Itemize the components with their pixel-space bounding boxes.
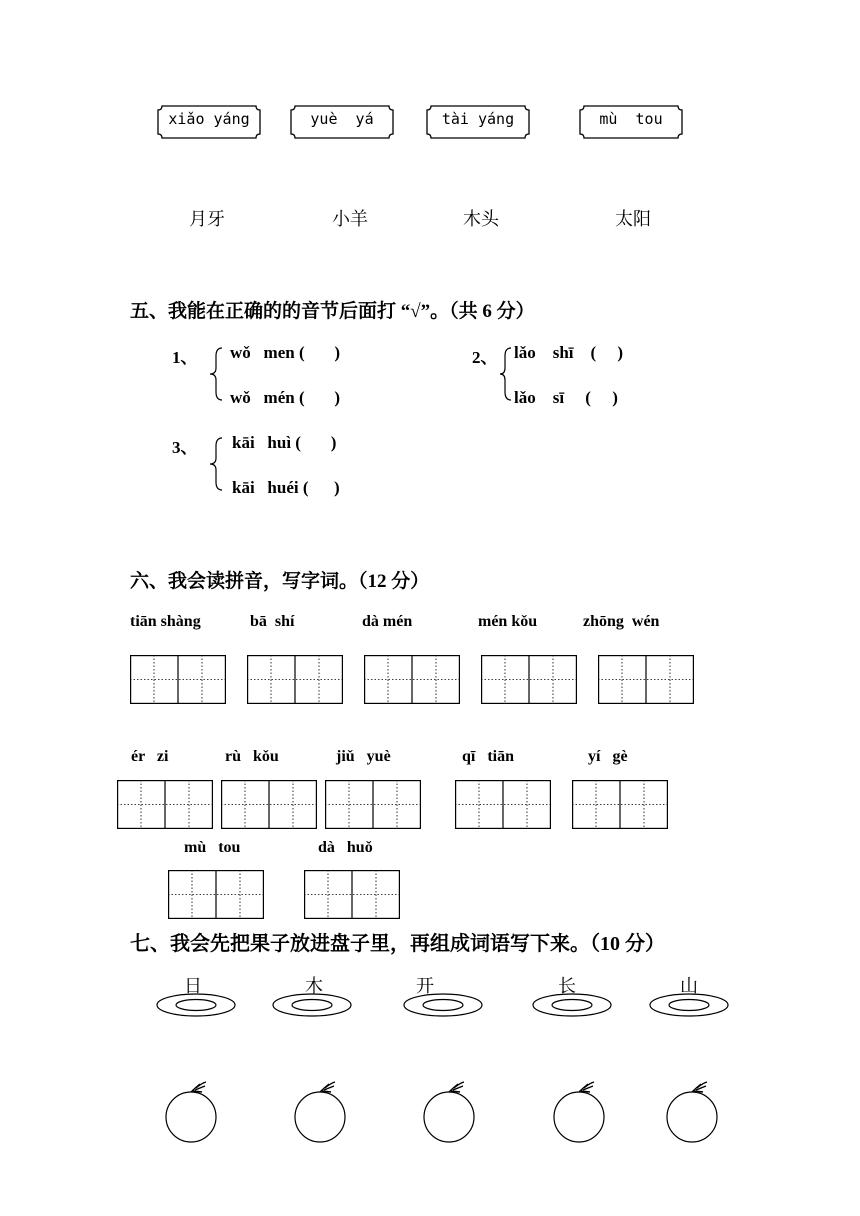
- pinyin-prompt: ér zi: [131, 748, 169, 765]
- brace-icon: [208, 346, 226, 402]
- hanzi-word: 木头: [463, 209, 499, 230]
- writing-grid[interactable]: [130, 655, 226, 703]
- plate-icon: [155, 992, 237, 1018]
- option-text: kāi huéi ( ): [232, 478, 340, 497]
- question-number: 1、: [172, 348, 198, 367]
- writing-grid[interactable]: [481, 655, 577, 703]
- fruit-icon[interactable]: [663, 1080, 723, 1144]
- hanzi-word: 小羊: [332, 209, 368, 230]
- option-text: lǎo shī ( ): [514, 343, 624, 362]
- question-number: 2、: [472, 348, 498, 367]
- pinyin-card: xiǎo yáng: [156, 104, 262, 134]
- pinyin-prompt: zhōng wén: [583, 613, 660, 630]
- plate-character: 木: [305, 976, 323, 997]
- fruit-icon[interactable]: [162, 1080, 222, 1144]
- hanzi-word: 月牙: [189, 209, 225, 230]
- writing-grid[interactable]: [168, 870, 264, 918]
- plate-icon: [271, 992, 353, 1018]
- writing-grid[interactable]: [304, 870, 400, 918]
- section5-heading: 五、我能在正确的的音节后面打 “√”。（共 6 分）: [130, 301, 535, 322]
- pinyin-prompt: dà huǒ: [318, 839, 373, 856]
- pinyin-prompt: qī tiān: [462, 748, 515, 765]
- pinyin-prompt: rù kǒu: [225, 748, 279, 765]
- pinyin-prompt: yí gè: [588, 748, 628, 765]
- question-number: 3、: [172, 438, 198, 457]
- plate-icon: [648, 992, 730, 1018]
- writing-grid[interactable]: [598, 655, 694, 703]
- brace-icon: [208, 436, 226, 492]
- pinyin-prompt: tiān shàng: [130, 613, 201, 630]
- fruit-icon[interactable]: [550, 1080, 610, 1144]
- plate-character: 日: [184, 976, 202, 997]
- pinyin-prompt: dà mén: [362, 613, 413, 630]
- writing-grid[interactable]: [117, 780, 213, 828]
- pinyin-card: yuè yá: [289, 104, 395, 134]
- pinyin-prompt: mén kǒu: [478, 613, 538, 630]
- fruit-icon[interactable]: [420, 1080, 480, 1144]
- option-text: wǒ men ( ): [230, 343, 341, 362]
- writing-grid[interactable]: [325, 780, 421, 828]
- option-text: lǎo sī ( ): [514, 388, 618, 407]
- plate-icon: [402, 992, 484, 1018]
- writing-grid[interactable]: [572, 780, 668, 828]
- plate-character: 开: [416, 976, 434, 997]
- writing-grid[interactable]: [364, 655, 460, 703]
- hanzi-word: 太阳: [615, 209, 651, 230]
- pinyin-prompt: mù tou: [184, 839, 241, 856]
- writing-grid[interactable]: [455, 780, 551, 828]
- pinyin-prompt: jiǔ yuè: [336, 748, 391, 765]
- pinyin-card: tài yáng: [425, 104, 531, 134]
- section6-heading: 六、我会读拼音，写字词。（12 分）: [130, 571, 430, 592]
- section7-heading: 七、我会先把果子放进盘子里，再组成词语写下来。（10 分）: [130, 933, 665, 955]
- brace-icon: [498, 346, 514, 402]
- pinyin-card: mù tou: [578, 104, 684, 134]
- plate-character: 山: [680, 976, 698, 997]
- option-text: kāi huì ( ): [232, 433, 337, 452]
- plate-icon: [531, 992, 613, 1018]
- writing-grid[interactable]: [221, 780, 317, 828]
- pinyin-prompt: bā shí: [250, 613, 295, 630]
- writing-grid[interactable]: [247, 655, 343, 703]
- option-text: wǒ mén ( ): [230, 388, 341, 407]
- fruit-icon[interactable]: [291, 1080, 351, 1144]
- plate-character: 长: [558, 976, 576, 997]
